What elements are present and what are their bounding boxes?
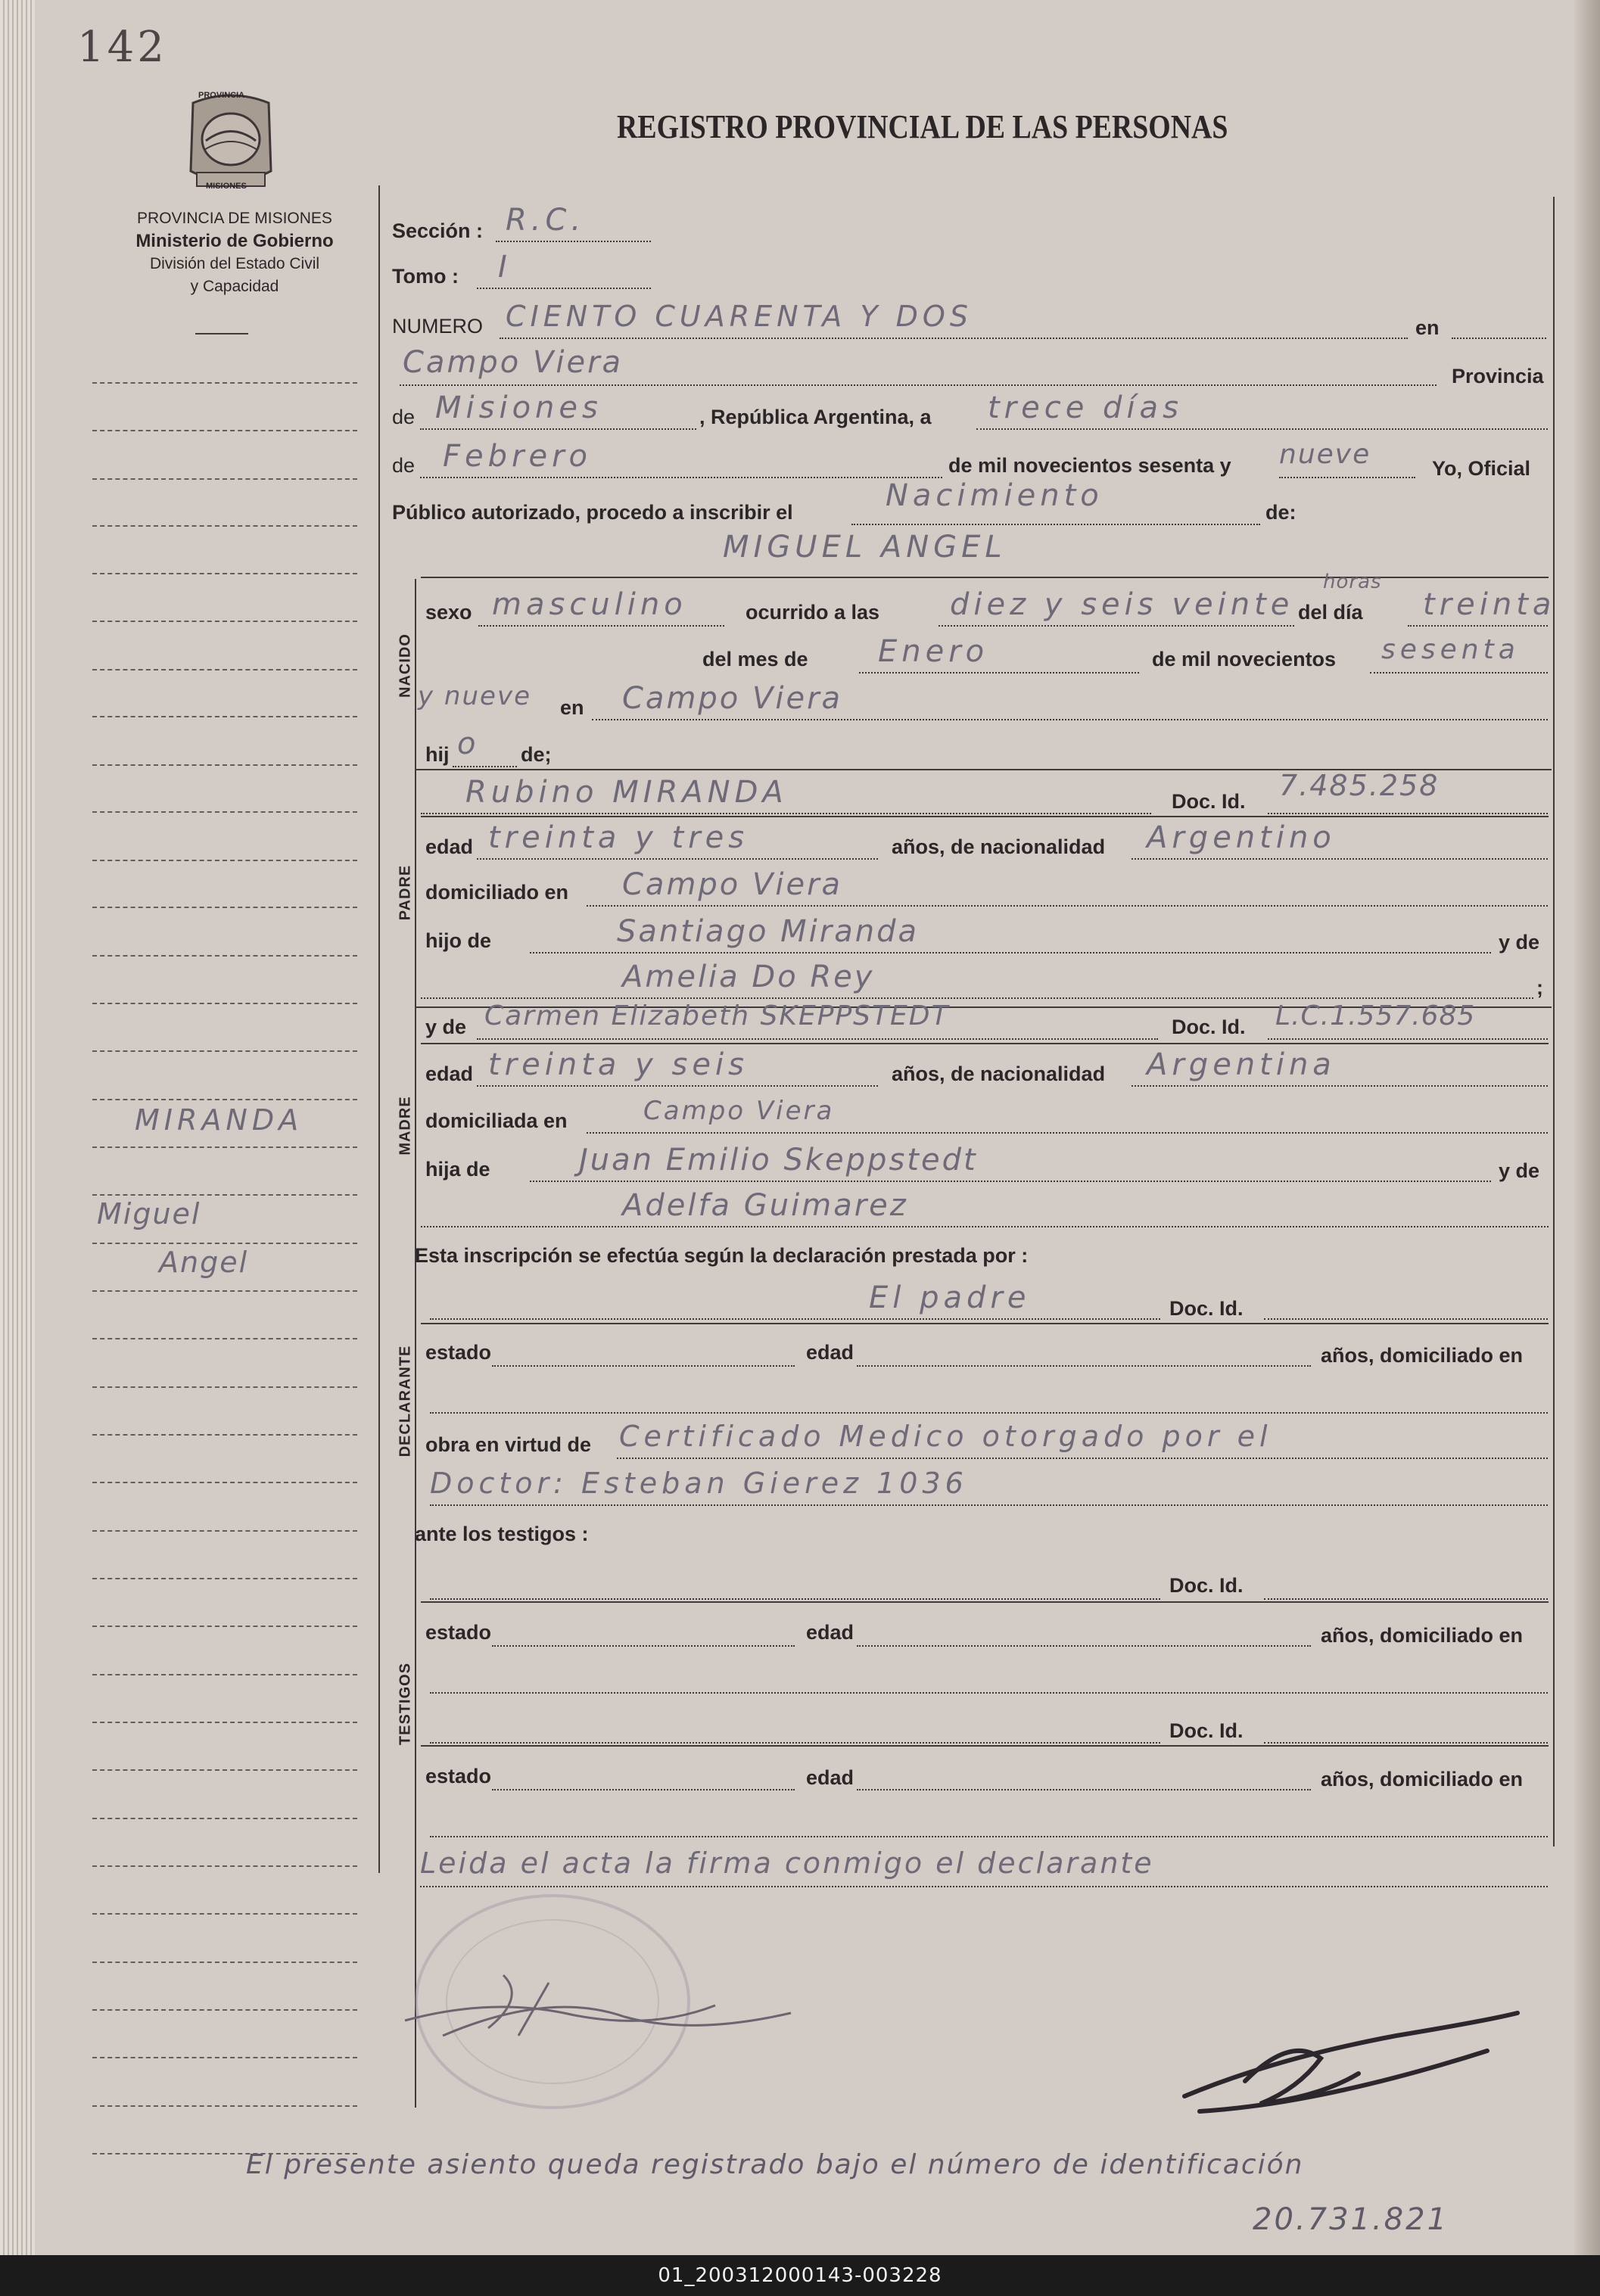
value-madre-padre: Juan Emilio Skeppstedt <box>579 1143 978 1178</box>
value-seccion: R.C. <box>506 203 586 238</box>
label-en: en <box>1415 316 1440 339</box>
value-padre-edad: treinta y tres <box>488 820 749 855</box>
line-testigo1 <box>430 1598 1160 1600</box>
label-madre-y-de: y de <box>425 1016 467 1038</box>
line-padre-nombre <box>421 813 1151 814</box>
org-line-3: División del Estado Civil <box>149 255 320 272</box>
line-anio-nac <box>1370 672 1548 674</box>
label-de-1: de <box>392 406 416 428</box>
label-de-semi: de; <box>521 743 552 766</box>
line-declarante-edad <box>857 1365 1311 1367</box>
line-dia <box>976 428 1548 430</box>
label-testigo2-doc: Doc. Id. <box>1169 1719 1244 1742</box>
line-testigo2 <box>430 1742 1160 1744</box>
page-fold-edge <box>1574 0 1600 2255</box>
label-padre-hijo: hijo de <box>425 929 491 952</box>
side-label-testigos: TESTIGOS <box>397 1662 414 1746</box>
label-padre-doc: Doc. Id. <box>1172 790 1246 813</box>
value-lugar: Campo Viera <box>403 345 624 380</box>
line-tomo <box>477 288 651 289</box>
footer-number: 20.731.821 <box>1253 2202 1449 2237</box>
org-underline <box>195 333 248 334</box>
value-madre-nac: Argentina <box>1147 1047 1336 1082</box>
value-dia: trece días <box>988 390 1183 425</box>
line-seccion <box>496 241 651 242</box>
label-testigo1-edad: edad <box>806 1621 854 1644</box>
value-anio-nac-2: y nueve <box>418 681 531 711</box>
label-padre-edad: edad <box>425 835 474 858</box>
crest-top-text: PROVINCIA <box>198 91 245 100</box>
line-madre-nombre <box>477 1038 1158 1040</box>
label-madre-dom: domiciliada en <box>425 1109 568 1132</box>
org-line-1: PROVINCIA DE MISIONES <box>137 210 332 227</box>
label-declarante-estado: estado <box>425 1341 492 1364</box>
line-declarante <box>430 1318 1160 1320</box>
rule-padre <box>421 816 1549 817</box>
side-label-padre: PADRE <box>397 864 414 921</box>
label-de-colon: de: <box>1265 501 1296 524</box>
label-padre-nac: años, de nacionalidad <box>892 835 1106 858</box>
line-mes <box>420 477 942 478</box>
value-mes: Febrero <box>443 439 592 474</box>
value-hora-sup: horas <box>1323 571 1382 593</box>
line-declarante-estado <box>492 1365 795 1367</box>
declarant-signature <box>1169 2005 1533 2134</box>
rule-declarante <box>421 1323 1549 1324</box>
value-obra-1: Certificado Medico otorgado por el <box>619 1420 1272 1453</box>
form-left-rule <box>378 185 380 1873</box>
line-madre-edad <box>477 1085 878 1087</box>
line-lugar <box>400 384 1437 386</box>
label-declarante-dom: años, domiciliado en <box>1321 1344 1524 1367</box>
rule-madre <box>421 1043 1549 1044</box>
line-testigo2-estado <box>492 1789 795 1790</box>
label-testigo1-estado: estado <box>425 1621 492 1644</box>
label-padre-y-de: y de <box>1499 931 1540 954</box>
value-nombre: MIGUEL ANGEL <box>723 530 1007 565</box>
label-semicolon: ; <box>1536 976 1543 999</box>
file-id: 01_200312000143-003228 <box>658 2264 942 2287</box>
line-obra-2 <box>430 1504 1548 1506</box>
line-madre-dom <box>587 1132 1548 1134</box>
org-line-4: y Capacidad <box>190 278 279 295</box>
label-testigos: ante los testigos : <box>415 1523 589 1545</box>
line-madre-madre <box>421 1226 1549 1227</box>
rule-testigo2 <box>421 1745 1549 1747</box>
page-stack-edge <box>0 0 35 2255</box>
line-testigo1-edad <box>857 1645 1311 1647</box>
line-padre-edad <box>477 858 878 860</box>
label-madre-nac: años, de nacionalidad <box>892 1062 1106 1085</box>
label-en-nac: en <box>560 696 584 719</box>
label-del-mes: del mes de <box>702 648 808 670</box>
line-dia-nac <box>1408 625 1548 627</box>
label-mil-novecientos: de mil novecientos <box>1152 648 1337 670</box>
value-padre-padre: Santiago Miranda <box>617 914 919 949</box>
line-sexo <box>478 625 724 627</box>
value-tomo: I <box>498 250 512 285</box>
line-acto <box>851 524 1260 525</box>
value-anio-nac-1: sesenta <box>1381 634 1520 665</box>
issuing-authority <box>106 207 363 298</box>
label-mil-sesenta: de mil novecientos sesenta y <box>948 454 1231 477</box>
line-madre-nac <box>1132 1085 1548 1087</box>
rule-testigo1 <box>421 1601 1549 1603</box>
line-padre-madre <box>421 997 1533 999</box>
value-cierre: Leida el acta la firma conmigo el declarante <box>420 1846 1154 1880</box>
value-acto: Nacimiento <box>886 478 1104 513</box>
line-madre-doc <box>1268 1038 1548 1040</box>
margin-given-name-2: Angel <box>159 1246 249 1279</box>
label-testigo2-edad: edad <box>806 1766 854 1789</box>
line-lugar-nac <box>592 719 1548 720</box>
side-label-declarante: DECLARANTE <box>397 1345 414 1458</box>
label-madre-edad: edad <box>425 1062 474 1085</box>
value-madre-doc: L.C.1.557.685 <box>1275 1000 1476 1031</box>
label-de-2: de <box>392 454 416 477</box>
value-padre-dom: Campo Viera <box>622 867 843 902</box>
label-madre-y-de-2: y de <box>1499 1159 1540 1182</box>
line-mes-nac <box>859 672 1139 674</box>
line-testigo1-dom <box>430 1692 1548 1694</box>
label-padre-dom: domiciliado en <box>425 881 569 904</box>
label-del-dia: del día <box>1298 601 1363 624</box>
line-padre-nac <box>1132 858 1548 860</box>
label-testigo1-dom: años, domiciliado en <box>1321 1624 1524 1647</box>
label-obra: obra en virtud de <box>425 1433 592 1456</box>
line-madre-padre <box>530 1181 1491 1182</box>
provincial-crest-icon <box>182 88 280 194</box>
value-padre-doc: 7.485.258 <box>1279 769 1440 802</box>
value-provincia: Misiones <box>435 390 602 425</box>
label-tomo: Tomo : <box>392 265 459 288</box>
label-republica: , República Argentina, a <box>699 406 932 428</box>
value-dia-nac: treinta <box>1423 587 1556 622</box>
label-declarante-doc: Doc. Id. <box>1169 1297 1244 1320</box>
line-padre-doc <box>1268 813 1548 814</box>
label-provincia: Provincia <box>1452 365 1544 387</box>
org-line-2: Ministerio de Gobierno <box>135 231 334 251</box>
label-testigo2-estado: estado <box>425 1765 492 1787</box>
line-hora <box>939 625 1294 627</box>
line-testigo2-edad <box>857 1789 1311 1790</box>
value-hora: diez y seis veinte <box>950 587 1294 622</box>
line-testigo1-doc <box>1264 1598 1548 1600</box>
line-padre-dom <box>587 905 1548 907</box>
label-testigo1-doc: Doc. Id. <box>1169 1574 1244 1597</box>
label-madre-doc: Doc. Id. <box>1172 1016 1246 1038</box>
label-madre-hija: hija de <box>425 1158 490 1181</box>
side-label-nacido: NACIDO <box>397 633 414 698</box>
value-numero: CIENTO CUARENTA Y DOS <box>506 300 973 333</box>
value-lugar-nac: Campo Viera <box>622 681 843 716</box>
line-testigo2-dom <box>430 1836 1548 1837</box>
value-sexo: masculino <box>492 587 687 622</box>
label-ocurrido: ocurrido a las <box>746 601 880 624</box>
value-madre-edad: treinta y seis <box>488 1047 749 1082</box>
value-anio: nueve <box>1279 439 1371 470</box>
line-padre-padre <box>530 952 1491 954</box>
line-numero <box>500 338 1408 339</box>
margin-surname: MIRANDA <box>135 1103 304 1137</box>
label-declarante-edad: edad <box>806 1341 854 1364</box>
line-obra-1 <box>617 1458 1548 1459</box>
line-anio <box>1279 477 1415 478</box>
side-label-madre: MADRE <box>397 1096 414 1156</box>
line-en <box>1452 338 1546 339</box>
value-madre-dom: Campo Viera <box>643 1096 835 1126</box>
line-hij <box>453 766 517 767</box>
file-id-bar <box>0 2255 1600 2296</box>
label-sexo: sexo <box>425 601 472 624</box>
document-title: REGISTRO PROVINCIAL DE LAS PERSONAS <box>617 108 1228 145</box>
page-number: 142 <box>77 23 167 72</box>
line-testigo2-doc <box>1264 1742 1548 1744</box>
value-madre-madre: Adelfa Guimarez <box>622 1188 908 1223</box>
form-right-rule <box>1553 197 1555 1846</box>
value-declarante: El padre <box>869 1280 1031 1315</box>
value-padre-madre: Amelia Do Rey <box>622 960 875 994</box>
value-padre-nac: Argentino <box>1147 820 1336 855</box>
footer-note: El presente asiento queda registrado bajo el número de identificación <box>246 2149 1304 2180</box>
label-hij: hij <box>425 743 450 766</box>
label-declaracion: Esta inscripción se efectúa según la declaración prestada por : <box>415 1244 1029 1267</box>
label-yo-oficial: Yo, Oficial <box>1432 457 1531 480</box>
value-padre-nombre: Rubino MIRANDA <box>465 775 788 810</box>
line-provincia <box>420 428 696 430</box>
line-declarante-doc <box>1264 1318 1548 1320</box>
value-mes-nac: Enero <box>878 634 989 669</box>
margin-given-name-1: Miguel <box>97 1197 201 1230</box>
value-hij: o <box>457 726 481 761</box>
label-testigo2-dom: años, domiciliado en <box>1321 1768 1524 1790</box>
line-testigo1-estado <box>492 1645 795 1647</box>
crest-bottom-text: MISIONES <box>206 182 247 191</box>
label-seccion: Sección : <box>392 219 484 242</box>
official-signature <box>397 1960 821 2058</box>
label-numero: NUMERO <box>392 315 483 338</box>
label-publico: Público autorizado, procedo a inscribir el <box>392 501 793 524</box>
value-madre-nombre: Carmen Elizabeth SKEPPSTEDT <box>484 1000 950 1031</box>
line-declarante-dom <box>430 1412 1548 1414</box>
value-obra-2: Doctor: Esteban Gierez 1036 <box>430 1467 968 1500</box>
